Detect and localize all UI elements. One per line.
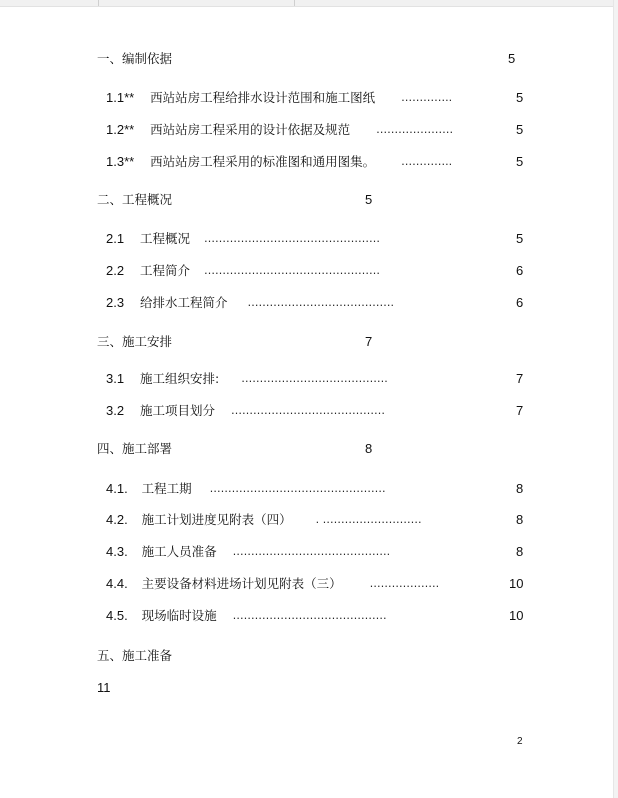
toc-item-number: 3.1 [106,371,125,386]
toc-section-5[interactable] [97,648,172,664]
toc-item-page: 5 [516,122,524,137]
toc-item-title: 施工人员准备 [141,544,217,559]
toc-section-3[interactable] [97,334,172,350]
toc-item-number: 4.4. [106,576,128,591]
toc-section-page: 11 [97,680,111,695]
toc-item-dots: …………………………………… [231,404,386,417]
toc-item-4-3[interactable] [106,544,390,560]
toc-item-number: 2.1 [106,231,125,246]
toc-section-page: 7 [365,334,373,349]
toc-item-title: 西站站房工程给排水设计范围和施工图纸 [150,90,376,105]
right-scroll-edge [613,0,618,798]
toc-item-page: 8 [516,481,524,496]
toc-item-page: 5 [516,90,524,105]
toc-item-3-1[interactable] [106,371,388,387]
toc-item-number: 1.2** [106,122,135,137]
toc-section-page: 5 [508,51,516,66]
toc-item-dots: ………………. [369,577,440,590]
toc-item-2-3[interactable] [106,295,394,311]
toc-section-label: 二、工程概况 [97,192,173,207]
toc-item-title: 给排水工程简介 [140,295,228,310]
toc-item-dots: ………….. [401,91,453,104]
toc-item-page: 5 [516,231,524,246]
toc-section-1[interactable] [97,51,172,67]
toc-item-1-1[interactable] [106,90,452,106]
toc-item-title: 工程工期 [141,481,192,496]
toc-item-dots: . ……………………… [315,513,422,526]
toc-item-title: 西站站房工程采用的标准图和通用图集。 [150,154,376,169]
toc-item-4-4[interactable] [106,576,439,592]
footer-page-number: 2 [517,736,523,747]
toc-item-dots: ………….. [401,155,453,168]
toc-item-dots: …………………………………. [247,296,395,309]
toc-item-number: 4.5. [106,608,128,623]
toc-section-label: 五、施工准备 [97,648,173,663]
top-toolbar-edge [0,0,618,7]
toc-item-page: 8 [516,512,524,527]
toc-item-number: 4.2. [106,512,128,527]
toc-item-number: 2.3 [106,295,125,310]
top-divider [98,0,99,6]
toc-item-page: 5 [516,154,524,169]
top-divider [294,0,295,6]
toc-section-2[interactable] [97,192,172,208]
toc-item-title: 施工项目划分 [140,403,216,418]
toc-item-number: 1.1** [106,90,135,105]
toc-item-page: 7 [516,371,524,386]
toc-item-dots: ……………………………………. [232,545,391,558]
toc-item-page: 6 [516,263,524,278]
toc-item-4-5[interactable] [106,608,387,624]
toc-item-3-2[interactable] [106,403,385,419]
toc-item-page: 7 [516,403,524,418]
toc-item-title: 主要设备材料进场计划见附表（三） [141,576,342,591]
toc-item-4-1[interactable] [106,481,386,497]
toc-item-number: 4.3. [106,544,128,559]
toc-section-label: 四、施工部署 [97,441,173,456]
toc-item-title: 西站站房工程采用的设计依据及规范 [150,122,351,137]
toc-item-page: 6 [516,295,524,310]
toc-item-title: 施工计划进度见附表（四） [141,512,292,527]
toc-item-number: 1.3** [106,154,135,169]
toc-item-dots: …………………………………… [232,609,387,622]
toc-section-4[interactable] [97,441,172,457]
toc-item-dots: …………………………………. [241,372,388,385]
toc-item-2-1[interactable] [106,231,380,247]
toc-item-4-2[interactable] [106,512,422,528]
toc-item-2-2[interactable] [106,263,380,279]
toc-item-page: 8 [516,544,524,559]
toc-section-label: 三、施工安排 [97,334,173,349]
toc-section-page: 8 [365,441,373,456]
toc-item-number: 3.2 [106,403,125,418]
toc-item-title: 工程概况 [140,231,191,246]
toc-item-title: 施工组织安排: [140,371,220,386]
toc-item-1-3[interactable] [106,154,452,170]
toc-item-title: 工程简介 [140,263,191,278]
toc-item-dots: ………………………………………… [204,232,381,245]
toc-item-page: 10 [509,576,524,591]
toc-item-page: 10 [509,608,524,623]
toc-item-dots: ………………………………………… [209,482,386,495]
toc-section-label: 一、编制依据 [97,51,173,66]
toc-item-number: 2.2 [106,263,125,278]
toc-item-1-2[interactable] [106,122,453,138]
toc-item-dots: ………………… [376,123,454,136]
toc-item-title: 现场临时设施 [141,608,217,623]
toc-section-page: 5 [365,192,373,207]
toc-item-dots: ………………………………………… [204,264,381,277]
toc-item-number: 4.1. [106,481,128,496]
